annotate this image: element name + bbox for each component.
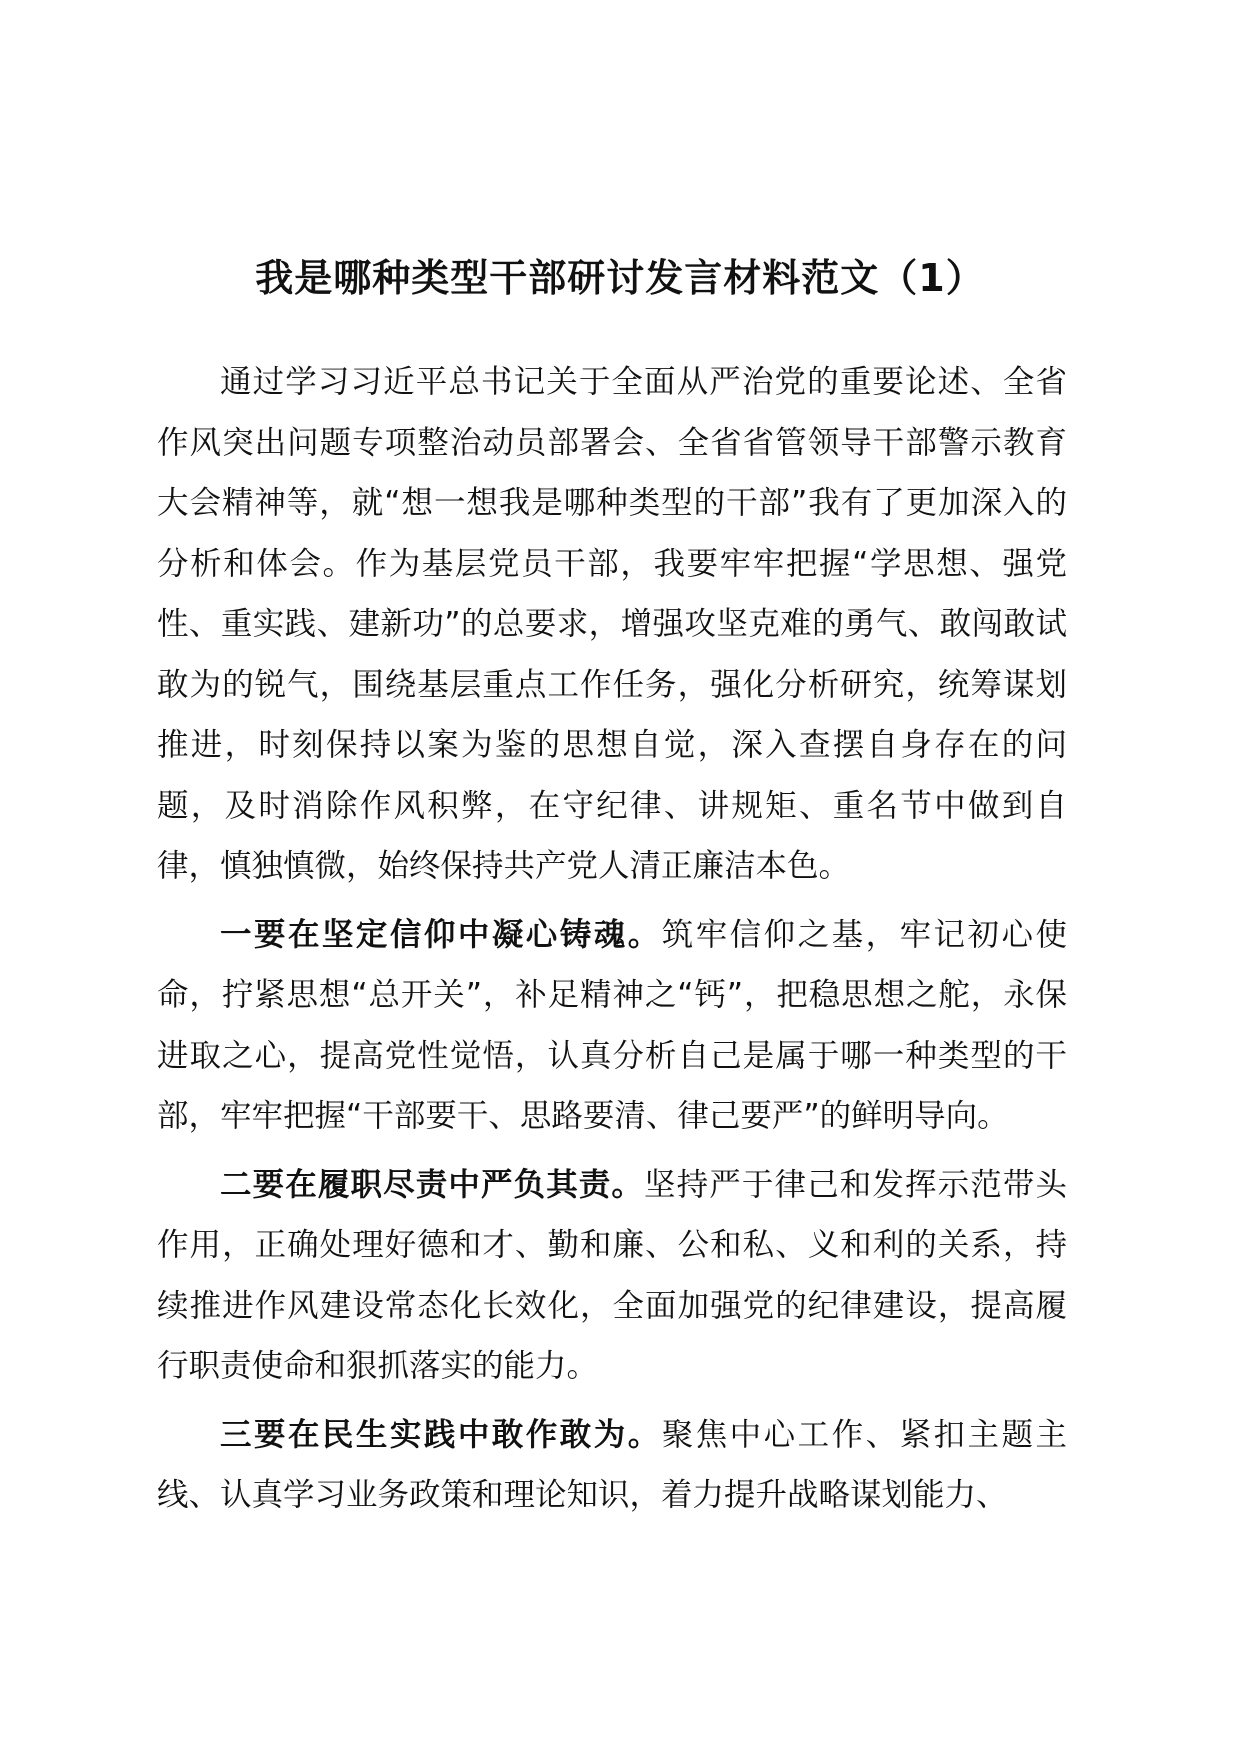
document-body — [157, 352, 1067, 1526]
intro-paragraph: 通过学习习近平总书记关于全面从严治党的重要论述、全省作风突出问题专项整治动员部署会、全省省管领导干部警示教育大会精神等，就“想一想我是哪种类型的干部”我有了更加深入的分析和体会。作为基层党员干部，我要牢牢把握“学思想、强党性、重实践、建新功”的总要求，增强攻坚克难的勇气、敢闯敢试敢为的锐气，围绕基层重点工作任务，强化分析研究，统筹谋划推进，时刻保持以案为鉴的思想自觉，深入查摆自身存在的问题，及时消除作风积弊，在守纪律、讲规矩、重名节中做到自律，慎独慎微，始终保持共产党人清正廉洁本色。 — [157, 364, 1067, 884]
document-title: 我是哪种类型干部研讨发言材料范文（1） — [255, 256, 985, 300]
section-lead-1: 一要在坚定信仰中凝心铸魂。 — [220, 916, 662, 953]
section-paragraph-3 — [157, 1405, 1067, 1526]
section-text-3: 聚焦中心工作、紧扣主题主线、认真学习业务政策和理论知识，着力提升战略谋划能力、 — [157, 1416, 1067, 1513]
section-text-2: 坚持严于律己和发挥示范带头作用，正确处理好德和才、勤和廉、公和私、义和利的关系，持续推进作风建设常态化长效化，全面加强党的纪律建设，提高履行职责使命和狠抓落实的能力。 — [157, 1166, 1067, 1384]
section-text-1: 筑牢信仰之基，牢记初心使命，拧紧思想“总开关”，补足精神之“钙”，把稳思想之舵，永保进取之心，提高党性觉悟，认真分析自己是属于哪一种类型的干部，牢牢把握“干部要干、思路要清、律己要严”的鲜明导向。 — [157, 916, 1067, 1134]
section-paragraph-1 — [157, 905, 1067, 1147]
section-paragraph-2 — [157, 1155, 1067, 1397]
section-lead-3: 三要在民生实践中敢作敢为。 — [220, 1416, 662, 1453]
section-lead-2: 二要在履职尽责中严负其责。 — [220, 1166, 645, 1203]
